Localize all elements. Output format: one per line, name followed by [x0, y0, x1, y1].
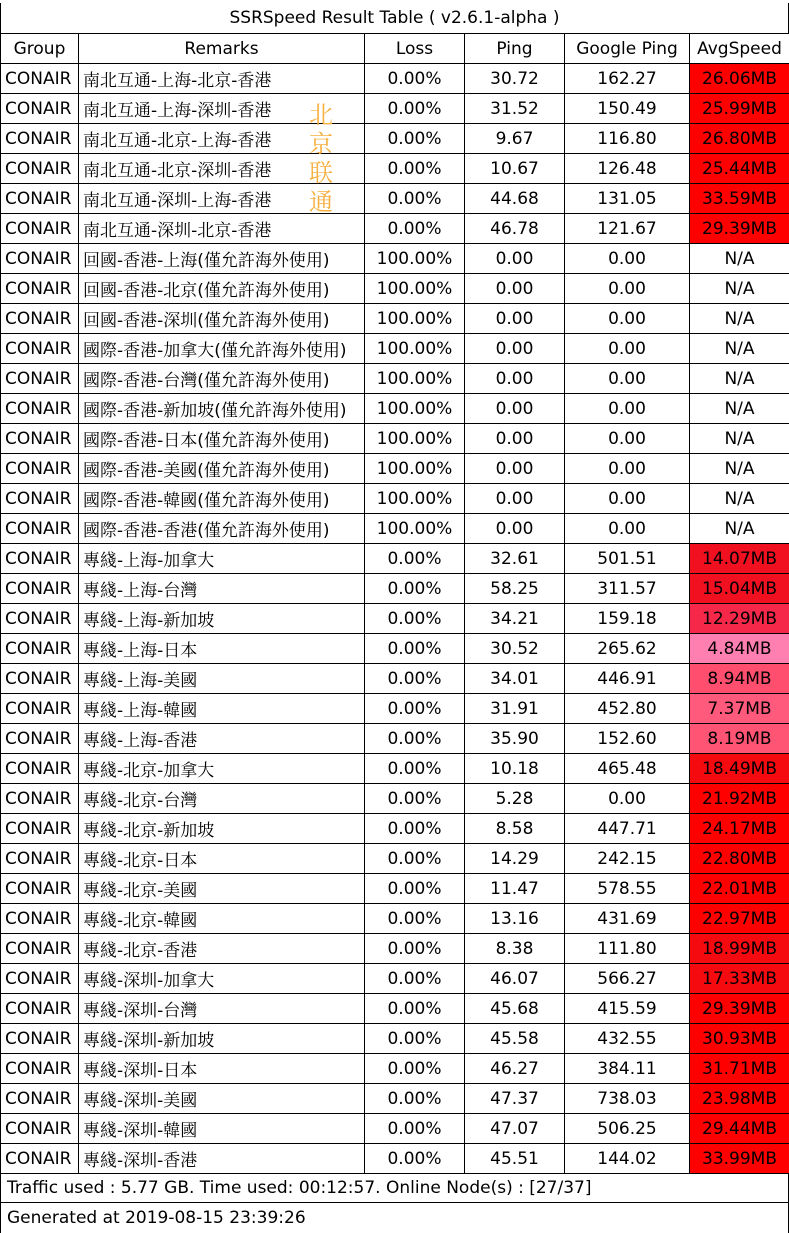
header-group: Group: [1, 34, 79, 64]
table-row: [1, 1144, 789, 1174]
cell-avg-speed: 8.94MB: [690, 664, 789, 694]
cell-ping: 47.07: [465, 1114, 565, 1144]
cell-google-ping: 0.00: [565, 424, 690, 454]
cell-avg-speed: N/A: [690, 274, 789, 304]
cell-loss: 100.00%: [365, 304, 465, 334]
cell-avg-speed: 4.84MB: [690, 634, 789, 664]
cell-remarks: 南北互通-上海-北京-香港: [79, 64, 365, 94]
cell-google-ping: 311.57: [565, 574, 690, 604]
cell-avg-speed: N/A: [690, 484, 789, 514]
cell-ping: 5.28: [465, 784, 565, 814]
cell-google-ping: 0.00: [565, 394, 690, 424]
cell-google-ping: 0.00: [565, 514, 690, 544]
cell-ping: 0.00: [465, 514, 565, 544]
cell-remarks: 國際-香港-台灣(僅允許海外使用): [79, 364, 365, 394]
cell-avg-speed: N/A: [690, 304, 789, 334]
table-row: [1, 1114, 789, 1144]
cell-remarks: 專綫-北京-香港: [79, 934, 365, 964]
cell-google-ping: 0.00: [565, 364, 690, 394]
cell-google-ping: 0.00: [565, 484, 690, 514]
cell-group: CONAIR: [1, 994, 79, 1024]
cell-google-ping: 121.67: [565, 214, 690, 244]
cell-remarks: 專綫-北京-韓國: [79, 904, 365, 934]
cell-group: CONAIR: [1, 724, 79, 754]
table-row: [1, 994, 789, 1024]
cell-group: CONAIR: [1, 124, 79, 154]
cell-loss: 0.00%: [365, 724, 465, 754]
cell-group: CONAIR: [1, 664, 79, 694]
table-row: [1, 544, 789, 574]
cell-google-ping: 446.91: [565, 664, 690, 694]
cell-avg-speed: 30.93MB: [690, 1024, 789, 1054]
cell-avg-speed: 33.59MB: [690, 184, 789, 214]
cell-ping: 0.00: [465, 424, 565, 454]
cell-group: CONAIR: [1, 844, 79, 874]
table-row: [1, 244, 789, 274]
cell-remarks: 專綫-深圳-美國: [79, 1084, 365, 1114]
cell-ping: 58.25: [465, 574, 565, 604]
cell-ping: 45.68: [465, 994, 565, 1024]
cell-google-ping: 431.69: [565, 904, 690, 934]
cell-remarks: 國際-香港-美國(僅允許海外使用): [79, 454, 365, 484]
cell-remarks: 專綫-深圳-韓國: [79, 1114, 365, 1144]
cell-group: CONAIR: [1, 274, 79, 304]
cell-ping: 8.58: [465, 814, 565, 844]
cell-remarks: 國際-香港-香港(僅允許海外使用): [79, 514, 365, 544]
table-row: [1, 814, 789, 844]
cell-avg-speed: 33.99MB: [690, 1144, 789, 1174]
header-avg-speed: AvgSpeed: [690, 34, 789, 64]
cell-loss: 0.00%: [365, 994, 465, 1024]
table-body: [1, 64, 789, 1174]
watermark-text: 北 京 联 通: [303, 101, 339, 217]
cell-group: CONAIR: [1, 484, 79, 514]
cell-avg-speed: 7.37MB: [690, 694, 789, 724]
cell-google-ping: 578.55: [565, 874, 690, 904]
cell-loss: 0.00%: [365, 124, 465, 154]
header-google-ping: Google Ping: [565, 34, 690, 64]
cell-loss: 0.00%: [365, 214, 465, 244]
cell-google-ping: 152.60: [565, 724, 690, 754]
cell-avg-speed: N/A: [690, 364, 789, 394]
cell-ping: 0.00: [465, 334, 565, 364]
cell-avg-speed: N/A: [690, 244, 789, 274]
cell-remarks: 南北互通-深圳-北京-香港: [79, 214, 365, 244]
cell-loss: 100.00%: [365, 364, 465, 394]
cell-ping: 34.21: [465, 604, 565, 634]
cell-avg-speed: 21.92MB: [690, 784, 789, 814]
cell-loss: 0.00%: [365, 934, 465, 964]
cell-avg-speed: N/A: [690, 394, 789, 424]
cell-loss: 100.00%: [365, 334, 465, 364]
cell-group: CONAIR: [1, 1024, 79, 1054]
cell-ping: 31.91: [465, 694, 565, 724]
header-row: [1, 34, 789, 64]
cell-ping: 30.72: [465, 64, 565, 94]
traffic-summary: Traffic used : 5.77 GB. Time used: 00:12:57. Online Node(s) : [27/37]: [0, 1173, 789, 1203]
cell-ping: 11.47: [465, 874, 565, 904]
table-row: [1, 694, 789, 724]
cell-loss: 0.00%: [365, 874, 465, 904]
cell-avg-speed: 8.19MB: [690, 724, 789, 754]
table-row: [1, 484, 789, 514]
cell-avg-speed: 29.39MB: [690, 994, 789, 1024]
table-row: [1, 1054, 789, 1084]
cell-remarks: 專綫-上海-新加坡: [79, 604, 365, 634]
table-row: [1, 904, 789, 934]
cell-remarks: 國際-香港-韓國(僅允許海外使用): [79, 484, 365, 514]
cell-group: CONAIR: [1, 1114, 79, 1144]
cell-remarks: 南北互通-深圳-上海-香港: [79, 184, 365, 214]
cell-google-ping: 415.59: [565, 994, 690, 1024]
cell-ping: 13.16: [465, 904, 565, 934]
cell-ping: 30.52: [465, 634, 565, 664]
cell-group: CONAIR: [1, 784, 79, 814]
cell-loss: 100.00%: [365, 274, 465, 304]
cell-remarks: 專綫-上海-日本: [79, 634, 365, 664]
cell-loss: 0.00%: [365, 544, 465, 574]
cell-google-ping: 159.18: [565, 604, 690, 634]
table-row: [1, 934, 789, 964]
cell-group: CONAIR: [1, 514, 79, 544]
cell-ping: 0.00: [465, 454, 565, 484]
cell-google-ping: 447.71: [565, 814, 690, 844]
cell-avg-speed: N/A: [690, 454, 789, 484]
cell-google-ping: 111.80: [565, 934, 690, 964]
cell-remarks: 專綫-北京-美國: [79, 874, 365, 904]
cell-group: CONAIR: [1, 754, 79, 784]
cell-group: CONAIR: [1, 304, 79, 334]
cell-avg-speed: 17.33MB: [690, 964, 789, 994]
cell-group: CONAIR: [1, 64, 79, 94]
cell-google-ping: 116.80: [565, 124, 690, 154]
cell-google-ping: 265.62: [565, 634, 690, 664]
cell-group: CONAIR: [1, 1054, 79, 1084]
cell-group: CONAIR: [1, 94, 79, 124]
header-remarks: Remarks: [79, 34, 365, 64]
table-row: [1, 154, 789, 184]
cell-remarks: 專綫-上海-香港: [79, 724, 365, 754]
cell-group: CONAIR: [1, 574, 79, 604]
cell-group: CONAIR: [1, 394, 79, 424]
table-row: [1, 664, 789, 694]
cell-ping: 0.00: [465, 304, 565, 334]
cell-google-ping: 242.15: [565, 844, 690, 874]
cell-loss: 100.00%: [365, 514, 465, 544]
cell-ping: 45.58: [465, 1024, 565, 1054]
cell-loss: 100.00%: [365, 484, 465, 514]
cell-avg-speed: 29.39MB: [690, 214, 789, 244]
cell-loss: 0.00%: [365, 814, 465, 844]
cell-ping: 46.27: [465, 1054, 565, 1084]
table-row: [1, 1084, 789, 1114]
cell-avg-speed: N/A: [690, 424, 789, 454]
table-row: [1, 634, 789, 664]
cell-remarks: 專綫-上海-美國: [79, 664, 365, 694]
cell-loss: 0.00%: [365, 634, 465, 664]
cell-remarks: 國際-香港-新加坡(僅允許海外使用): [79, 394, 365, 424]
cell-group: CONAIR: [1, 334, 79, 364]
cell-ping: 45.51: [465, 1144, 565, 1174]
cell-avg-speed: 18.99MB: [690, 934, 789, 964]
cell-group: CONAIR: [1, 154, 79, 184]
cell-group: CONAIR: [1, 964, 79, 994]
cell-loss: 0.00%: [365, 64, 465, 94]
table-row: [1, 754, 789, 784]
table-row: [1, 394, 789, 424]
cell-ping: 10.67: [465, 154, 565, 184]
table-row: [1, 454, 789, 484]
cell-ping: 0.00: [465, 484, 565, 514]
cell-remarks: 專綫-北京-新加坡: [79, 814, 365, 844]
cell-remarks: 國際-香港-日本(僅允許海外使用): [79, 424, 365, 454]
cell-remarks: 專綫-深圳-新加坡: [79, 1024, 365, 1054]
cell-remarks: 回國-香港-北京(僅允許海外使用): [79, 274, 365, 304]
cell-google-ping: 0.00: [565, 454, 690, 484]
cell-avg-speed: 25.44MB: [690, 154, 789, 184]
cell-group: CONAIR: [1, 694, 79, 724]
cell-loss: 0.00%: [365, 964, 465, 994]
table-row: [1, 214, 789, 244]
cell-google-ping: 432.55: [565, 1024, 690, 1054]
table-row: [1, 184, 789, 214]
cell-google-ping: 452.80: [565, 694, 690, 724]
cell-remarks: 專綫-深圳-日本: [79, 1054, 365, 1084]
generated-timestamp: Generated at 2019-08-15 23:39:26: [0, 1203, 789, 1233]
cell-loss: 0.00%: [365, 904, 465, 934]
cell-google-ping: 384.11: [565, 1054, 690, 1084]
cell-google-ping: 0.00: [565, 334, 690, 364]
cell-loss: 0.00%: [365, 604, 465, 634]
cell-google-ping: 144.02: [565, 1144, 690, 1174]
cell-ping: 46.07: [465, 964, 565, 994]
cell-loss: 0.00%: [365, 1054, 465, 1084]
cell-avg-speed: 18.49MB: [690, 754, 789, 784]
table-row: [1, 514, 789, 544]
cell-ping: 9.67: [465, 124, 565, 154]
cell-ping: 8.38: [465, 934, 565, 964]
header-ping: Ping: [465, 34, 565, 64]
cell-group: CONAIR: [1, 904, 79, 934]
table-row: [1, 94, 789, 124]
cell-loss: 100.00%: [365, 244, 465, 274]
cell-loss: 0.00%: [365, 844, 465, 874]
cell-remarks: 專綫-北京-加拿大: [79, 754, 365, 784]
cell-remarks: 專綫-深圳-香港: [79, 1144, 365, 1174]
cell-ping: 46.78: [465, 214, 565, 244]
table-row: [1, 844, 789, 874]
cell-ping: 44.68: [465, 184, 565, 214]
table-row: [1, 1024, 789, 1054]
cell-remarks: 專綫-上海-加拿大: [79, 544, 365, 574]
cell-loss: 0.00%: [365, 1024, 465, 1054]
cell-group: CONAIR: [1, 814, 79, 844]
table-row: [1, 124, 789, 154]
cell-ping: 0.00: [465, 394, 565, 424]
cell-remarks: 專綫-上海-台灣: [79, 574, 365, 604]
cell-loss: 0.00%: [365, 694, 465, 724]
cell-google-ping: 162.27: [565, 64, 690, 94]
table-title: SSRSpeed Result Table ( v2.6.1-alpha ): [0, 3, 789, 33]
cell-group: CONAIR: [1, 934, 79, 964]
cell-avg-speed: 15.04MB: [690, 574, 789, 604]
cell-avg-speed: 14.07MB: [690, 544, 789, 574]
cell-ping: 34.01: [465, 664, 565, 694]
table-row: [1, 364, 789, 394]
cell-avg-speed: 26.80MB: [690, 124, 789, 154]
cell-google-ping: 501.51: [565, 544, 690, 574]
cell-group: CONAIR: [1, 364, 79, 394]
cell-remarks: 專綫-上海-韓國: [79, 694, 365, 724]
cell-loss: 100.00%: [365, 454, 465, 484]
cell-group: CONAIR: [1, 244, 79, 274]
cell-group: CONAIR: [1, 544, 79, 574]
cell-loss: 100.00%: [365, 394, 465, 424]
cell-avg-speed: N/A: [690, 334, 789, 364]
cell-remarks: 專綫-北京-台灣: [79, 784, 365, 814]
cell-avg-speed: 22.80MB: [690, 844, 789, 874]
cell-remarks: 南北互通-北京-上海-香港: [79, 124, 365, 154]
cell-google-ping: 126.48: [565, 154, 690, 184]
cell-ping: 47.37: [465, 1084, 565, 1114]
table-row: [1, 274, 789, 304]
cell-avg-speed: 22.01MB: [690, 874, 789, 904]
cell-remarks: 回國-香港-深圳(僅允許海外使用): [79, 304, 365, 334]
cell-google-ping: 0.00: [565, 274, 690, 304]
table-row: [1, 304, 789, 334]
cell-loss: 100.00%: [365, 424, 465, 454]
cell-group: CONAIR: [1, 604, 79, 634]
cell-group: CONAIR: [1, 424, 79, 454]
cell-remarks: 專綫-深圳-加拿大: [79, 964, 365, 994]
cell-ping: 31.52: [465, 94, 565, 124]
cell-google-ping: 131.05: [565, 184, 690, 214]
cell-avg-speed: 22.97MB: [690, 904, 789, 934]
cell-ping: 32.61: [465, 544, 565, 574]
cell-google-ping: 0.00: [565, 304, 690, 334]
table-row: [1, 724, 789, 754]
cell-ping: 0.00: [465, 274, 565, 304]
cell-ping: 14.29: [465, 844, 565, 874]
table-row: [1, 334, 789, 364]
cell-group: CONAIR: [1, 1144, 79, 1174]
table-row: [1, 874, 789, 904]
cell-remarks: 專綫-北京-日本: [79, 844, 365, 874]
cell-avg-speed: 31.71MB: [690, 1054, 789, 1084]
cell-group: CONAIR: [1, 454, 79, 484]
table-row: [1, 424, 789, 454]
cell-google-ping: 465.48: [565, 754, 690, 784]
cell-loss: 0.00%: [365, 574, 465, 604]
cell-remarks: 南北互通-上海-深圳-香港: [79, 94, 365, 124]
cell-loss: 0.00%: [365, 664, 465, 694]
cell-remarks: 南北互通-北京-深圳-香港: [79, 154, 365, 184]
cell-avg-speed: N/A: [690, 514, 789, 544]
cell-loss: 0.00%: [365, 1084, 465, 1114]
cell-avg-speed: 26.06MB: [690, 64, 789, 94]
cell-google-ping: 566.27: [565, 964, 690, 994]
cell-avg-speed: 24.17MB: [690, 814, 789, 844]
cell-loss: 0.00%: [365, 784, 465, 814]
cell-ping: 35.90: [465, 724, 565, 754]
cell-google-ping: 0.00: [565, 244, 690, 274]
cell-google-ping: 738.03: [565, 1084, 690, 1114]
cell-avg-speed: 23.98MB: [690, 1084, 789, 1114]
cell-avg-speed: 12.29MB: [690, 604, 789, 634]
cell-ping: 10.18: [465, 754, 565, 784]
table-row: [1, 64, 789, 94]
cell-group: CONAIR: [1, 184, 79, 214]
cell-loss: 0.00%: [365, 154, 465, 184]
cell-loss: 0.00%: [365, 1114, 465, 1144]
cell-remarks: 國際-香港-加拿大(僅允許海外使用): [79, 334, 365, 364]
cell-ping: 0.00: [465, 364, 565, 394]
cell-remarks: 專綫-深圳-台灣: [79, 994, 365, 1024]
cell-avg-speed: 29.44MB: [690, 1114, 789, 1144]
cell-loss: 0.00%: [365, 94, 465, 124]
table-row: [1, 784, 789, 814]
cell-group: CONAIR: [1, 634, 79, 664]
cell-group: CONAIR: [1, 1084, 79, 1114]
cell-loss: 0.00%: [365, 184, 465, 214]
cell-loss: 0.00%: [365, 754, 465, 784]
cell-loss: 0.00%: [365, 1144, 465, 1174]
cell-google-ping: 150.49: [565, 94, 690, 124]
cell-google-ping: 0.00: [565, 784, 690, 814]
cell-group: CONAIR: [1, 214, 79, 244]
result-table: [0, 33, 789, 1174]
cell-google-ping: 506.25: [565, 1114, 690, 1144]
header-loss: Loss: [365, 34, 465, 64]
cell-remarks: 回國-香港-上海(僅允許海外使用): [79, 244, 365, 274]
cell-avg-speed: 25.99MB: [690, 94, 789, 124]
table-row: [1, 574, 789, 604]
cell-group: CONAIR: [1, 874, 79, 904]
table-row: [1, 964, 789, 994]
table-row: [1, 604, 789, 634]
cell-ping: 0.00: [465, 244, 565, 274]
